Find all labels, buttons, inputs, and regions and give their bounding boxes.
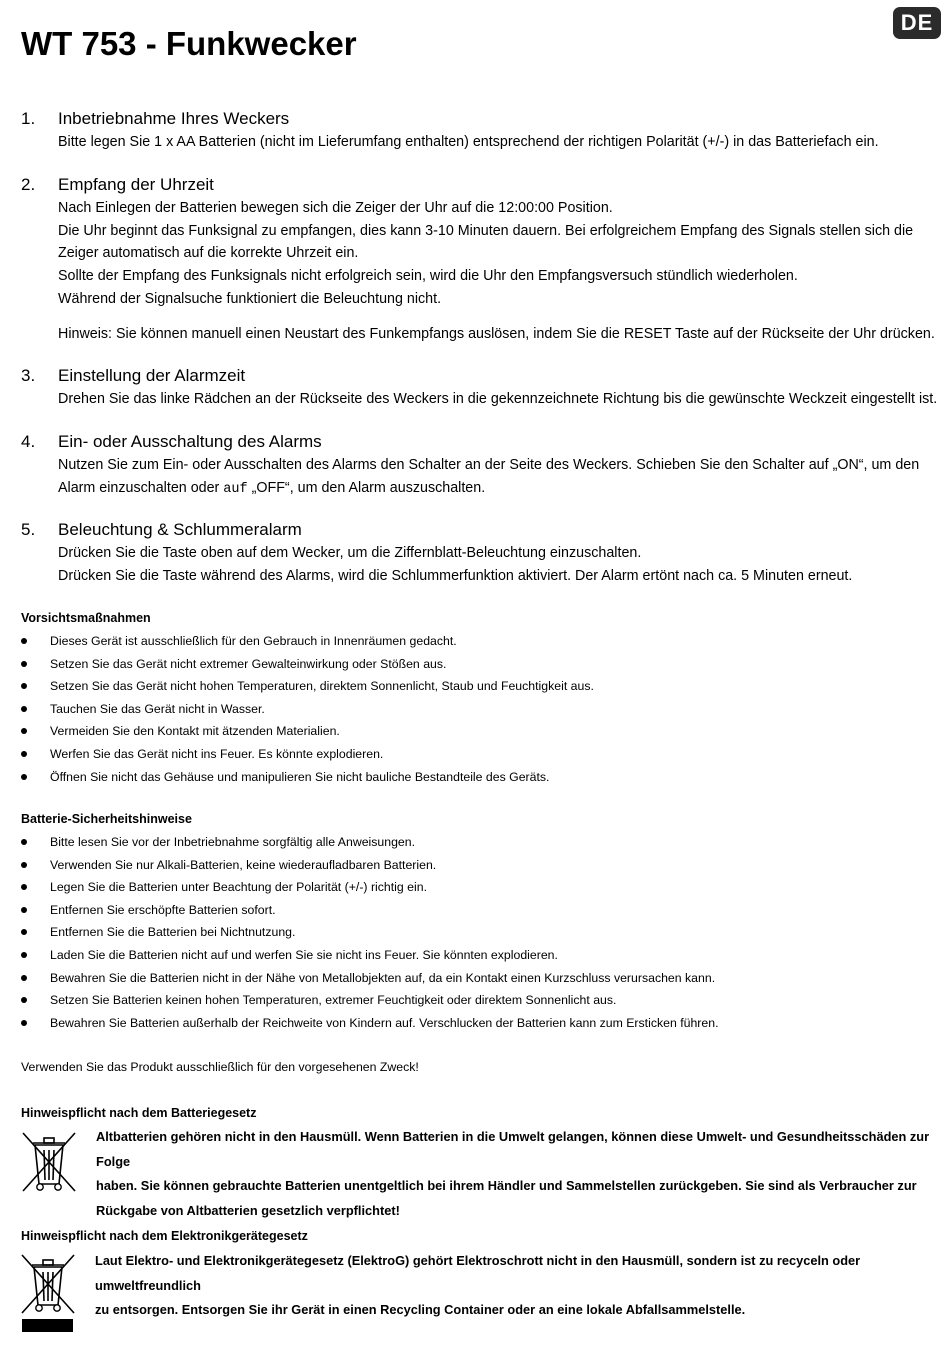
list-item: Setzen Sie Batterien keinen hohen Temperaturen, extremer Feuchtigkeit oder direktem Sonnenlicht aus. bbox=[21, 989, 719, 1012]
bullet-icon bbox=[21, 907, 27, 913]
bullet-icon bbox=[21, 839, 27, 845]
bullet-icon bbox=[21, 884, 27, 890]
list-item: Entfernen Sie die Batterien bei Nichtnutzung. bbox=[21, 921, 719, 944]
precautions-heading: Vorsichtsmaßnahmen bbox=[21, 611, 151, 625]
reset-hint: Hinweis: Sie können manuell einen Neustart des Funkempfangs auslösen, indem Sie die RESET Taste auf der Rückseite der Uhr drücken. bbox=[58, 325, 935, 342]
list-item: Dieses Gerät ist ausschließlich für den Gebrauch in Innenräumen gedacht. bbox=[21, 630, 594, 653]
electronics-law-heading: Hinweispflicht nach dem Elektronikgerätegesetz bbox=[21, 1229, 308, 1243]
bullet-icon bbox=[21, 997, 27, 1003]
battery-law-heading: Hinweispflicht nach dem Batteriegesetz bbox=[21, 1106, 257, 1120]
bullet-icon bbox=[21, 975, 27, 981]
bullet-icon bbox=[21, 706, 27, 712]
section-1 bbox=[21, 108, 946, 154]
bullet-icon bbox=[21, 1020, 27, 1026]
list-item: Setzen Sie das Gerät nicht extremer Gewalteinwirkung oder Stößen aus. bbox=[21, 653, 594, 676]
section-4-heading: 4. Ein- oder Ausschaltung des Alarms bbox=[21, 432, 322, 451]
list-item: Vermeiden Sie den Kontakt mit ätzenden Materialien. bbox=[21, 720, 594, 743]
bullet-icon bbox=[21, 862, 27, 868]
section-2 bbox=[21, 174, 946, 345]
bullet-icon bbox=[21, 638, 27, 644]
purpose-note: Verwenden Sie das Produkt ausschließlich für den vorgesehenen Zweck! bbox=[21, 1060, 419, 1074]
battery-law-text: Altbatterien gehören nicht in den Hausmüll. Wenn Batterien in die Umwelt gelangen, können diese Umwelt- und Gesundheitsschäden zur Folge haben. Sie können gebrauchte Batterien unentgeltlich bei ihrem Händler und Sammelstellen zurückgeben. Sie sind als Verbraucher zur Rückgabe von Altbatterien gesetzlich verpflichtet! bbox=[96, 1129, 930, 1218]
section-3-body: Drehen Sie das linke Rädchen an der Rückseite des Weckers in die gekennzeichnete Richtung bis die gewünschte Weckzeit eingestellt ist. bbox=[58, 391, 938, 407]
bullet-icon bbox=[21, 728, 27, 734]
section-1-body: Bitte legen Sie 1 x AA Batterien (nicht im Lieferumfang enthalten) entsprechend der richtigen Polarität (+/-) in das Batteriefach ein. bbox=[58, 134, 879, 150]
list-item: Bewahren Sie die Batterien nicht in der Nähe von Metallobjekten auf, da ein Kontakt einen Kurzschluss verursachen kann. bbox=[21, 967, 719, 990]
list-item: Legen Sie die Batterien unter Beachtung der Polarität (+/-) richtig ein. bbox=[21, 876, 719, 899]
battery-safety-heading: Batterie-Sicherheitshinweise bbox=[21, 812, 192, 826]
section-3 bbox=[21, 365, 946, 411]
section-5-heading: 5. Beleuchtung & Schlummeralarm bbox=[21, 520, 302, 539]
section-3-heading: 3. Einstellung der Alarmzeit bbox=[21, 366, 246, 385]
list-item: Verwenden Sie nur Alkali-Batterien, keine wiederaufladbaren Batterien. bbox=[21, 854, 719, 877]
list-item: Bewahren Sie Batterien außerhalb der Reichweite von Kindern auf. Verschlucken der Batterien kann zum Ersticken führen. bbox=[21, 1012, 719, 1035]
bullet-icon bbox=[21, 661, 27, 667]
bullet-icon bbox=[21, 929, 27, 935]
list-item: Entfernen Sie erschöpfte Batterien sofort. bbox=[21, 899, 719, 922]
section-4 bbox=[21, 431, 946, 501]
list-item: Laden Sie die Batterien nicht auf und werfen Sie sie nicht ins Feuer. Sie könnten explodieren. bbox=[21, 944, 719, 967]
crossed-bin-battery-icon bbox=[20, 1130, 78, 1194]
list-item: Tauchen Sie das Gerät nicht in Wasser. bbox=[21, 698, 594, 721]
page-title: WT 753 - Funkwecker bbox=[21, 25, 357, 62]
language-badge: DE bbox=[893, 7, 941, 39]
bullet-icon bbox=[21, 683, 27, 689]
section-1-heading: 1. Inbetriebnahme Ihres Weckers bbox=[21, 109, 290, 128]
list-item: Setzen Sie das Gerät nicht hohen Temperaturen, direktem Sonnenlicht, Staub und Feuchtigkeit aus. bbox=[21, 675, 594, 698]
section-4-body: Nutzen Sie zum Ein- oder Ausschalten des Alarms den Schalter an der Seite des Weckers. Schieben Sie den Schalter auf „ON“, um den Alarm einzuschalten oder auf „OFF“, um den Alarm auszuschalten. bbox=[58, 457, 920, 497]
section-5 bbox=[21, 519, 946, 587]
electronics-law-text: Laut Elektro- und Elektronikgerätegesetz (ElektroG) gehört Elektroschrott nicht in den Hausmüll, sondern ist zu recyceln oder umweltfreundlich zu entsorgen. Entsorgen Sie ihr Gerät in einen Recycling Container oder an eine lokale Abfallsammelstelle. bbox=[95, 1253, 861, 1317]
section-5-body: Drücken Sie die Taste oben auf dem Wecker, um die Ziffernblatt-Beleuchtung einzuschalten. Drücken Sie die Taste während des Alarms, wird die Schlummerfunktion aktiviert. Der Alarm ertönt nach ca. 5 Minuten erneut. bbox=[58, 545, 853, 584]
bullet-icon bbox=[21, 751, 27, 757]
precautions-list bbox=[21, 630, 594, 788]
list-item: Werfen Sie das Gerät nicht ins Feuer. Es könnte explodieren. bbox=[21, 743, 594, 766]
bullet-icon bbox=[21, 774, 27, 780]
section-2-body: Nach Einlegen der Batterien bewegen sich die Zeiger der Uhr auf die 12:00:00 Position. Die Uhr beginnt das Funksignal zu empfangen, dies kann 3-10 Minuten dauern. Bei erfolgreichem Empfang des Signals stellen sich die Zeiger automatisch auf die korrekte Uhrzeit ein. Sollte der Empfang des Funksignals nicht erfolgreich sein, wird die Uhr den Empfangsversuch stündlich wiederholen. Während der Signalsuche funktioniert die Beleuchtung nicht. Hinweis: Sie können manuell einen Neustart des Funkempfangs auslösen, indem Sie die RESET Taste auf der Rückseite der Uhr drücken. bbox=[21, 197, 946, 345]
section-2-heading: 2. Empfang der Uhrzeit bbox=[21, 175, 214, 194]
crossed-bin-weee-icon bbox=[20, 1253, 76, 1315]
list-item: Bitte lesen Sie vor der Inbetriebnahme sorgfältig alle Anweisungen. bbox=[21, 831, 719, 854]
battery-safety-list bbox=[21, 831, 719, 1034]
list-item: Öffnen Sie nicht das Gehäuse und manipulieren Sie nicht bauliche Bestandteile des Geräts. bbox=[21, 766, 594, 789]
bullet-icon bbox=[21, 952, 27, 958]
weee-black-bar bbox=[22, 1319, 73, 1332]
